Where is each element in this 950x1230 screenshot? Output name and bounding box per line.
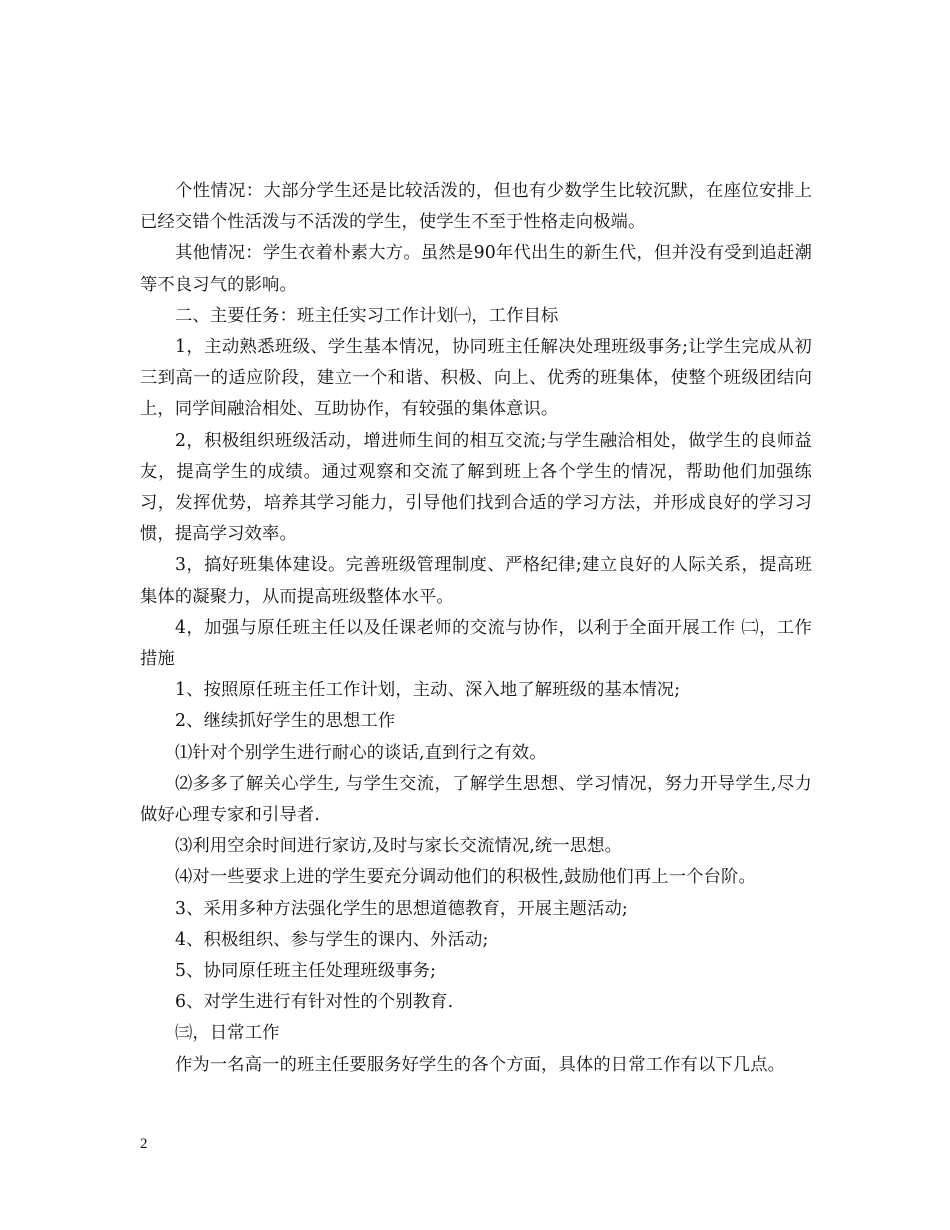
page-number: 2 <box>140 1136 148 1152</box>
paragraph-personality: 个性情况：大部分学生还是比较活泼的，但也有少数学生比较沉默，在座位安排上已经交错个性活泼与不活泼的学生，使学生不至于性格走向极端。 <box>140 181 812 233</box>
paragraph-goal-2: 2，积极组织班级活动，增进师生间的相互交流;与学生融洽相处，做学生的良师益友，提高学生的成绩。通过观察和交流了解到班上各个学生的情况，帮助他们加强练习，发挥优势，培养其学习能力，引导他们找到合适的学习方法，并形成良好的学习习惯，提高学习效率。 <box>140 430 812 545</box>
paragraph-other-situation: 其他情况：学生衣着朴素大方。虽然是90年代出生的新生代，但并没有受到追赶潮等不良习气的影响。 <box>140 243 812 295</box>
paragraph-goal-1: 1，主动熟悉班级、学生基本情况，协同班主任解决处理班级事务;让学生完成从初三到高一的适应阶段，建立一个和谐、积极、向上、优秀的班集体，使整个班级团结向上，同学间融洽相处、互助协作，有较强的集体意识。 <box>140 337 812 420</box>
section-heading-main-tasks: 二、主要任务：班主任实习工作计划㈠，工作目标 <box>175 305 559 326</box>
measure-subitem-2: ⑵多多了解关心学生, 与学生交流，了解学生思想、学习情况，努力开导学生,尽力 做好心理专家和引导者. <box>140 773 812 826</box>
paragraph-goal-3: 3，搞好班集体建设。完善班级管理制度、严格纪律;建立良好的人际关系，提高班集体的凝聚力，从而提高班级整体水平。 <box>140 555 812 607</box>
measure-subitem-3: ⑶利用空余时间进行家访,及时与家长交流情况,统一思想。 <box>175 836 623 857</box>
measure-item-3: 3、采用多种方法强化学生的思想道德教育，开展主题活动; <box>175 898 628 919</box>
measure-subitem-4: ⑷对一些要求上进的学生要充分调动他们的积极性,鼓励他们再上一个台阶。 <box>175 867 756 888</box>
measure-item-5: 5、协同原任班主任处理班级事务; <box>175 961 437 982</box>
measure-item-6: 6、对学生进行有针对性的个别教育. <box>175 992 454 1013</box>
measure-subitem-1: ⑴针对个别学生进行耐心的谈话,直到行之有效。 <box>175 742 547 763</box>
paragraph-daily-work: 作为一名高一的班主任要服务好学生的各个方面，具体的日常工作有以下几点。 <box>175 1054 786 1075</box>
measure-item-1: 1、按照原任班主任工作计划，主动、深入地了解班级的基本情况; <box>175 680 681 701</box>
section-heading-daily-work: ㈢，日常工作 <box>175 1023 280 1044</box>
document-body <box>140 176 812 1081</box>
measure-item-4: 4、积极组织、参与学生的课内、外活动; <box>175 929 489 950</box>
paragraph-goal-4: 4，加强与原任班主任以及任课老师的交流与协作，以利于全面开展工作 ㈡，工作措施 <box>140 617 812 670</box>
measure-item-2: 2、继续抓好学生的思想工作 <box>175 711 396 732</box>
